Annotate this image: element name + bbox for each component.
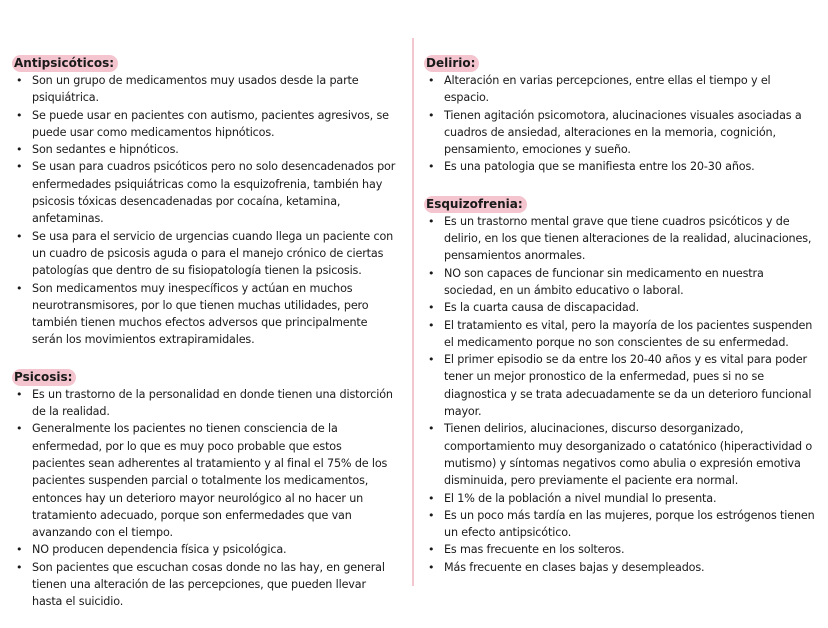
list-item: • NO producen dependencia física y psicológica. (16, 543, 287, 557)
section-esquizofrenia (426, 193, 818, 576)
list-item: • Es una patologia que se manifiesta entre los 20-30 años. (428, 160, 755, 174)
list-item: • Son medicamentos muy inespecíficos y actúan en muchos neurotransmisores, por lo que tienen muchas utilidades, pero también tienen muchos efectos adversos que principalmente serán los movimientos extrapiramidales. (16, 281, 369, 347)
bullet-list (14, 386, 398, 611)
list-item: • Es un trastorno mental grave que tiene cuadros psicóticos y de delirio, en los que tienen alteraciones de la realidad, alucinaciones, pensamientos anormales. (428, 214, 812, 263)
section-psicosis (14, 366, 398, 611)
list-item: • Se usan para cuadros psicóticos pero no solo desencadenados por enfermedades psiquiátricas como la esquizofrenia, también hay psicosis tóxicas desencadenadas por cocaína, ketamina, anfetaminas. (16, 160, 396, 226)
list-item: • Generalmente los pacientes no tienen consciencia de la enfermedad, por lo que es muy poco probable que estos pacientes sean adherentes al tratamiento y al final el 75% de los pacientes suspenden parcial o totalmente los medicamentos, entonces hay un deterioro mayor neurológico al no hacer un tratamiento adecuado, porque son enfermedades que van avanzando con el tiempo. (16, 422, 388, 540)
list-item: • El tratamiento es vital, pero la mayoría de los pacientes suspenden el medicamento porque no son conscientes de su enfermedad. (428, 318, 813, 349)
section-delirio (426, 52, 818, 176)
left-column (14, 52, 398, 628)
list-item: • Se usa para el servicio de urgencias cuando llega un paciente con un cuadro de psicosis aguda o para el manejo crónico de ciertas patologías que dentro de su fisiopatología tienen la psicosis. (16, 229, 394, 278)
right-column (426, 52, 818, 593)
list-item: • Tienen delirios, alucinaciones, discurso desorganizado, comportamiento muy desorganizado o catatónico (hiperactividad o mutismo) y síntomas negativos como abulia o expresión emotiva disminuida, pero previamente el paciente era normal. (428, 422, 813, 488)
section-heading: Delirio: (424, 55, 479, 72)
list-item: • Es un trastorno de la personalidad en donde tienen una distorción de la realidad. (16, 387, 393, 419)
list-item: • NO son capaces de funcionar sin medicamento en nuestra sociedad, en un ámbito educativo o laboral. (428, 266, 764, 297)
list-item: • El primer episodio se da entre los 20-40 años y es vital para poder tener un mejor pronostico de la enfermedad, pues si no se diagnostica y se trata adecuadamente se da un deterioro funcional mayor. (428, 353, 812, 419)
list-item: • Son pacientes que escuchan cosas donde no las hay, en general tienen una alteración de las percepciones, que pueden llevar hasta el suicidio. (16, 560, 385, 609)
list-item: • Es mas frecuente en los solteros. (428, 543, 625, 557)
bullet-list (426, 213, 818, 576)
list-item: • Son sedantes e hipnóticos. (16, 143, 179, 157)
section-heading: Esquizofrenia: (424, 196, 527, 213)
column-divider (412, 38, 414, 586)
list-item: • Tienen agitación psicomotora, alucinaciones visuales asociadas a cuadros de ansiedad, alteraciones en la memoria, cognición, pensamiento, emociones y sueño. (428, 108, 802, 157)
bullet-list (14, 72, 398, 349)
list-item: • Son un grupo de medicamentos muy usados desde la parte psiquiátrica. (16, 74, 359, 105)
list-item: • Alteración en varias percepciones, entre ellas el tiempo y el espacio. (428, 74, 771, 105)
section-antipsicoticos (14, 52, 398, 349)
list-item: • El 1% de la población a nivel mundial lo presenta. (428, 491, 717, 505)
bullet-list (426, 72, 818, 176)
section-heading: Psicosis: (12, 369, 76, 386)
list-item: • Se puede usar en pacientes con autismo, pacientes agresivos, se puede usar como medicamentos hipnóticos. (16, 108, 389, 139)
list-item: • Más frecuente en clases bajas y desempleados. (428, 560, 705, 574)
list-item: • Es la cuarta causa de discapacidad. (428, 301, 639, 315)
list-item: • Es un poco más tardía en las mujeres, porque los estrógenos tienen un efecto antipsicótico. (428, 508, 815, 540)
section-heading: Antipsicóticos: (12, 55, 118, 72)
